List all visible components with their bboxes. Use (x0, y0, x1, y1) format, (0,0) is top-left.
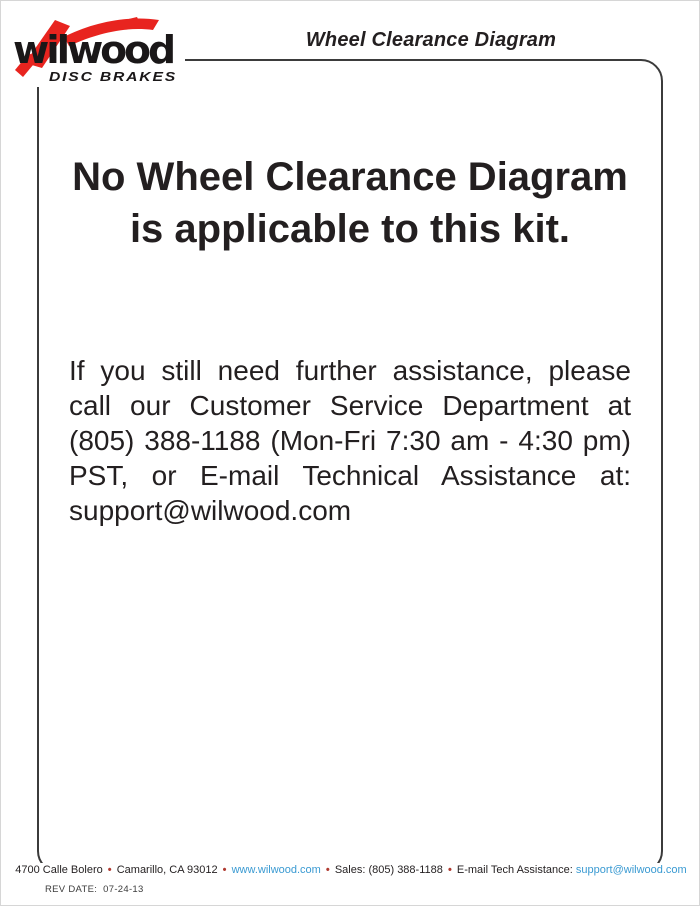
body-line-3: (805) 388-1188 (Mon-Fri 7:30 am - 4:30 pm) (69, 425, 631, 456)
logo-tagline-text: DISC BRAKES (49, 69, 177, 84)
body-line-2: call our Customer Service Department at (69, 390, 631, 421)
notice-heading-line-1: No Wheel Clearance Diagram (72, 155, 628, 199)
logo-brand-text: wilwood (13, 28, 174, 72)
footer-bullet-icon: • (107, 864, 112, 876)
body-line-1: If you still need further assistance, please (69, 355, 631, 386)
body-line-4: PST, or E-mail Technical Assistance at: (69, 460, 631, 491)
notice-heading-line-2: is applicable to this kit. (129, 207, 571, 251)
wilwood-logo-graphic (9, 13, 185, 87)
footer-sales: Sales: (805) 388-1188 (334, 864, 443, 876)
body-line-email: support@wilwood.com (69, 495, 352, 526)
footer-bullet-icon: • (447, 864, 452, 876)
footer-address: 4700 Calle Bolero (15, 864, 103, 876)
footer-bullet-icon: • (222, 864, 227, 876)
rev-date (45, 884, 150, 895)
footer-email-link[interactable]: support@wilwood.com (575, 864, 687, 876)
notice-body (69, 353, 631, 528)
footer-city: Camarillo, CA 93012 (116, 864, 218, 876)
footer-contact-line (1, 863, 700, 878)
wilwood-logo (9, 13, 185, 87)
rev-date-value: 07-24-13 (103, 884, 144, 895)
rev-date-label: REV DATE: (45, 884, 98, 895)
footer-bullet-icon: • (325, 864, 330, 876)
notice-heading (37, 151, 663, 255)
footer-website-link[interactable]: www.wilwood.com (231, 864, 321, 876)
page-title: Wheel Clearance Diagram (305, 29, 557, 51)
footer-email-label: E-mail Tech Assistance: (456, 864, 573, 876)
